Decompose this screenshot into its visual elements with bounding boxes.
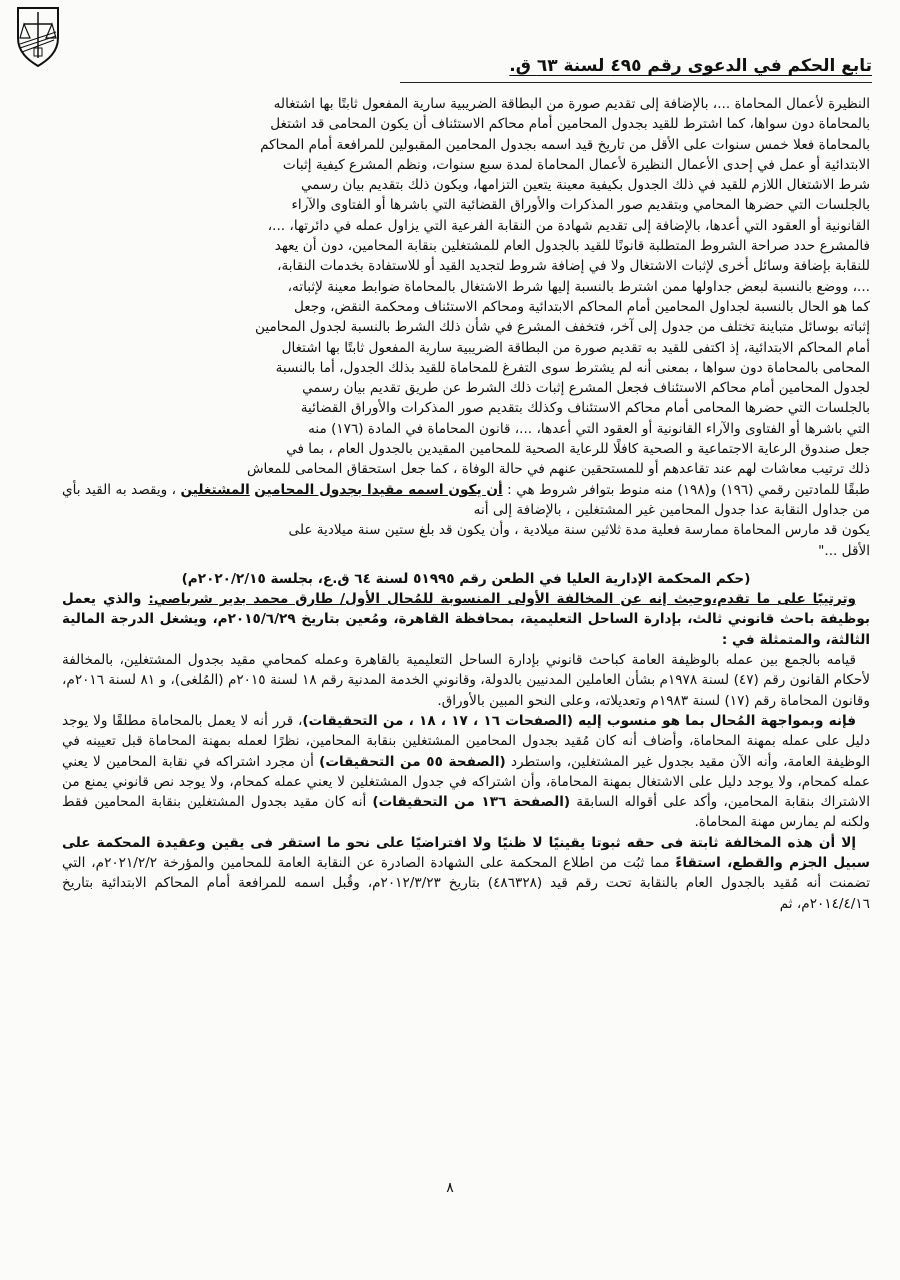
page-title: تابع الحكم في الدعوى رقم ٤٩٥ لسنة ٦٣ ق. [509, 56, 872, 76]
quote-line: للنقابة بإضافة وسائل أخرى لإثبات الاشتغال ولا في إضافة شروط لتجديد القيد أو للاستفادة بخدمات النقابة، [277, 258, 870, 275]
title-underline-divider [400, 82, 872, 83]
confrontation-lead: فإنه وبمواجهة المُحال بما هو منسوب إليه (الصفحات ١٦ ، ١٧ ، ١٨ ، من التحقيقات) [302, 712, 856, 729]
quote-line: بالمحاماة فعلا خمس سنوات على الأقل من تاريخ قيد اسمه بجدول المحامين المقبولين للمرافعة أمام المحاكم [260, 136, 870, 153]
conditions-emphasis-cont: المشتغلين [180, 481, 250, 498]
document-body [62, 94, 870, 914]
quote-line: الأقل ..." [818, 542, 870, 559]
confrontation-text: ، قرر أنه لا يعمل بالمحاماة مطلقًا ولا يوجد دليل على عمله بمهنة المحاماة، وأضاف أنه كان مُقيد بجدول المحامين المشتغلين بنقابة المحامين، نظرًا لعمله بمهنة المحاماة قبل تعيينه في الوظيفة العامة، وأنه الآن مقيد بجدول غير المشتغلين، واستطرد [62, 712, 870, 770]
quote-line: المحامى بالمحاماة دون سواها ، بمعنى أنه لم يشترط سوى التفرغ للمحاماة للقيد بذلك الجدول، أما بالنسبة [275, 359, 870, 376]
quote-line: فالمشرع حدد صراحة الشروط المتطلبة قانونًا للقيد بالجدول العام للمشتغلين بنقابة المحامين، دون أن يعهد [274, 238, 870, 255]
violation-intro-rest: والذي يعمل بوظيفة باحث قانوني ثالث، بإدارة الساحل التعليمية، بمحافظة القاهرة، ومُعين بتاريخ ٢٠١٥/٦/٢٩م، ويشغل الدرجة المالية الثالثة، والمتمثلة في : [62, 591, 870, 648]
conditions-paragraph [62, 480, 870, 521]
quote-line: إثباته بوسائل متباينة تختلف من جدول إلى آخر، فتخفف المشرع في شأن ذلك الشرط بالنسبة لجدول المحامين [255, 319, 870, 336]
confrontation-paragraph [62, 711, 870, 833]
quote-line: التي باشرها أو الفتاوى والآراء القانونية أو العقود التي أعدها، ...، قانون المحاماة في المادة (١٧٦) منه [308, 420, 870, 437]
quote-line: بالمحاماة دون سواها، كما اشترط للقيد بجدول المحامين أمام محاكم الاستئناف أن يكون المحامى قد اشتغل [270, 116, 870, 133]
quote-line: أمام المحاكم الابتدائية، إذ اكتفى للقيد به تقديم صورة من البطاقة الضريبية سارية المفعول ثابتًا بها اشتغال [281, 339, 870, 356]
investigation-ref: (الصفحة ١٣٦ من التحقيقات) [372, 794, 571, 811]
investigation-ref: (الصفحة ٥٥ من التحقيقات) [319, 753, 506, 770]
quote-line: ذلك ترتيب معاشات لهم عند تقاعدهم أو للمستحقين عنهم في حالة الوفاة ، كما جعل استحقاق المحامى للمعاش [246, 461, 870, 478]
finding-paragraph [62, 833, 870, 914]
quote-line: النظيرة لأعمال المحاماة ...، بالإضافة إلى تقديم صورة من البطاقة الضريبية سارية المفعول ثابتًا بها اشتغاله [273, 96, 870, 112]
quote-line: لجدول المحامين أمام محاكم الاستئناف فجعل المشرع إثبات ذلك الشرط عن طريق تقديم بيان رسمي [302, 380, 870, 397]
quote-line: شرط الاشتغال اللازم للقيد في ذلك الجدول بكيفية معينة يتعين التزامها، ويكون ذلك بتقديم بيان رسمي [300, 177, 870, 194]
finding-text: مما ثبُت من اطلاع المحكمة على الشهادة الصادرة عن النقابة العامة للمحامين والمؤرخة ٢٠٢١/٢/٢م، التي تضمنت أنه مُقيد بالجدول العام بالنقابة تحت رقم قيد (٤٨٦٣٢٨) بتاريخ ٢٠١٢/٣/٢٣م، وقُبل اسمه للمرافعة أمام المحاكم الابتدائية بتاريخ ٢٠١٤/٤/١٦م، ثم [62, 854, 870, 912]
conditions-rest: ، ويقصد به القيد بأي من جداول النقابة عدا جدول المحامين غير المشتغلين ، بالإضافة إلى أنه [62, 481, 870, 518]
conditions-prefix: طبقًا للمادتين رقمي (١٩٦) و(١٩٨) منه منوط بتوافر شروط هي : [502, 481, 870, 498]
quote-line: الابتدائية أو عمل في إحدى الأعمال النظيرة لأعمال المحاماة لمدة سبع سنوات، ونظم المشرع كيفية إثبات [282, 156, 870, 173]
quote-line: كما هو الحال بالنسبة لجداول المحامين أمام المحاكم الابتدائية ومحاكم الاستئناف ومحكمة النقض، وجعل [293, 298, 870, 315]
finding-lead: إلا أن هذه المخالفة ثابتة فى حقه ثبوتا يقينيًا لا ظنيًا ولا افتراضيًا على نحو ما استقر فى يقين وعقيدة المحكمة على سبيل الجزم والقطع، [62, 834, 871, 871]
scales-of-justice-shield-icon [14, 4, 62, 68]
quote-line: بالجلسات التي حضرها المحامي وبتقديم صور المذكرات والأوراق القضائية التي باشرها أو الفتاوى والآراء [291, 197, 870, 214]
confrontation-text: أن مجرد اشتراكه في نقابة المحامين لا يعني عمله كمحام، ولا يوجد دليل على الاشتغال بمهنة المحاماة، وأن اشتراكه في جدول المشتغلين لا يعني عمله كمحام، ولا يوجد نص قانوني يمنع من الاشتراك بنقابة المحامين، وأكد على أقواله السابقة [62, 753, 870, 811]
quote-line: ...، ووضع بالنسبة لبعض جداولها ممن اشترط بالنسبة إليها شرط الاشتغال بالمحاماة ضوابط معينة لإثباته، [287, 278, 870, 295]
page-number: ٨ [446, 1180, 454, 1196]
conditions-emphasis: أن يكون اسمه مقيدا بجدول المحامين [254, 481, 503, 498]
quote-line: جعل صندوق الرعاية الاجتماعية و الصحية كافلًا للرعاية الصحية للمحامين المقيدين بالجدول العام ، بما في [286, 441, 870, 458]
violation-details: قيامه بالجمع بين عمله بالوظيفة العامة كباحث قانوني بإدارة الساحل التعليمية بالقاهرة وعمله كمحامي مقيد بجدول المشتغلين، بالمخالفة لأحكام القانون رقم (٤٧) لسنة ١٩٧٨م بشأن العاملين المدنيين بالدولة، وقانوني الخدمة المدنية رقم ١٨ لسنة ٢٠١٥م (المُلغى)، و ٨١ لسنة ٢٠١٦م، وقانون المحاماة رقم (١٧) لسنة ١٩٨٣م وتعديلاته، وعلى النحو المبين بالأوراق. [62, 652, 871, 709]
quote-line: يكون قد مارس المحاماة ممارسة فعلية مدة ثلاثين سنة ميلادية ، وأن يكون قد بلغ ستين سنة ميلادية على [288, 522, 870, 539]
finding-bold-word: استقاءً [675, 854, 728, 871]
confrontation-text: أنه كان مقيد بجدول المشتغلين بنقابة المحامين فقط ولكنه لم يمارس مهنة المحاماة. [62, 794, 870, 831]
violation-paragraph [62, 589, 870, 650]
quote-line: القانونية أو العقود التي أعدها، بالإضافة إلى تقديم شهادة من النقابة الفرعية التي يزاول عمله في دائرتها، ...، [267, 217, 870, 234]
violation-intro: وترتيبًا على ما تقدم،وحيث إنه عن المخالفة الأولى المنسوبة للمُحال الأول/ طارق محمد بدير شرباصي: [148, 591, 856, 608]
court-citation: (حكم المحكمة الإدارية العليا في الطعن رقم ٥١٩٩٥ لسنة ٦٤ ق.ع، بجلسة ٢٠٢٠/٢/١٥م) [181, 570, 751, 587]
quote-line: بالجلسات التي حضرها المحامى أمام محاكم الاستئناف وكذلك بتقديم صور المذكرات والأوراق القضائية [300, 400, 870, 417]
